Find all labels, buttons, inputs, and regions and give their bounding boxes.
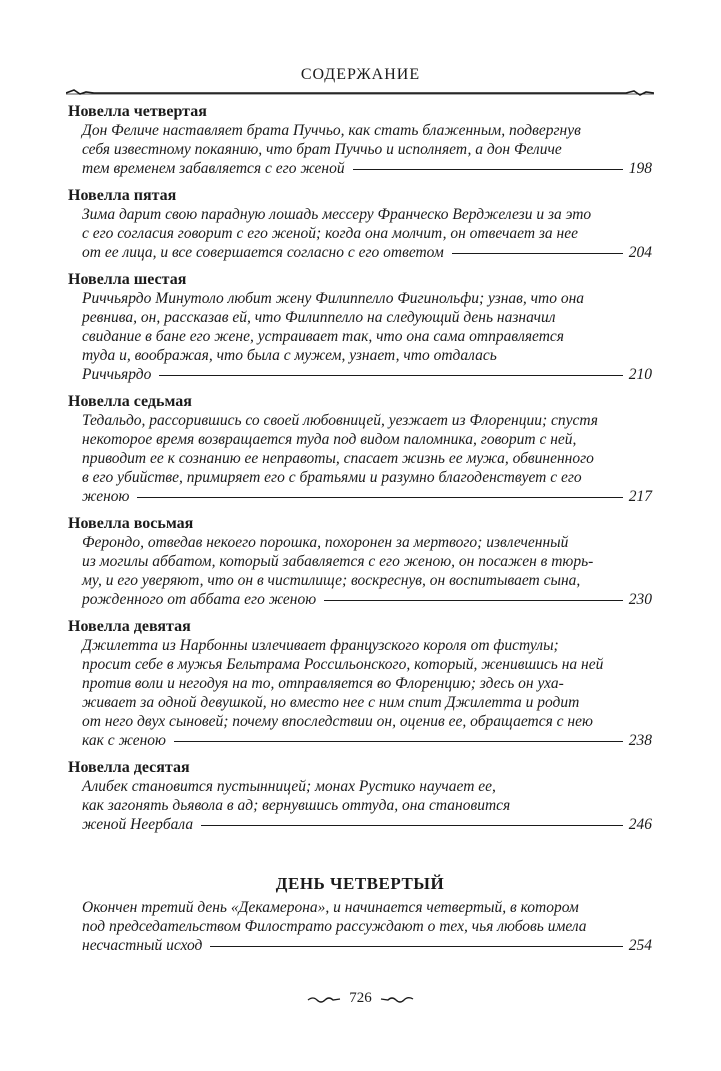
page-number: 254 <box>628 937 652 954</box>
entry-description <box>68 411 652 506</box>
entry-description <box>68 289 652 384</box>
description-line: ревнива, он, рассказав ей, что Филиппелло на следующий день назначил <box>82 309 556 326</box>
description-line: Ферондо, отведав некоего порошка, похоронен за мертвого; извлеченный <box>82 534 569 551</box>
description-line: Риччьярдо <box>82 366 152 383</box>
description-last-line <box>82 731 652 750</box>
ornament-left-icon <box>307 994 341 1004</box>
page-number: 238 <box>628 732 652 749</box>
entry-title: Новелла седьмая <box>68 393 192 410</box>
description-line: просит себе в мужья Бельтрама Россильонского, который, женившись на ней <box>82 656 604 673</box>
page-number: 217 <box>628 488 652 505</box>
description-line: некоторое время возвращается туда под видом паломника, говорит с ней, <box>82 431 577 448</box>
contents-entry <box>68 392 652 506</box>
entry-title: Новелла восьмая <box>68 515 194 532</box>
footer-page-number: 726 <box>349 990 372 1006</box>
description-line: му, и его уверяют, что он в чистилище; воскреснув, он воспитывает сына, <box>82 572 581 589</box>
description-line: от ее лица, и все совершается согласно с его ответом <box>82 244 444 261</box>
contents-entry <box>68 270 652 384</box>
description-line: Алибек становится пустынницей; монах Рустико научает ее, <box>82 778 496 795</box>
day-title: ДЕНЬ ЧЕТВЕРТЫЙ <box>275 874 445 893</box>
page-title: СОДЕРЖАНИЕ <box>300 66 421 83</box>
entry-title: Новелла шестая <box>68 271 187 288</box>
page-number: 246 <box>628 816 652 833</box>
description-line: туда и, воображая, что была с мужем, узнает, что отдалась <box>82 347 497 364</box>
description-line: с его согласия говорит с его женой; когда она молчит, он отвечает за нее <box>82 225 579 242</box>
dot-leader <box>174 741 623 742</box>
day-section <box>68 874 652 955</box>
description-line: как с женою <box>82 732 166 749</box>
entry-description <box>68 205 652 262</box>
description-last-line <box>82 487 652 506</box>
description-line: свидание в бане его жене, устраивает так, что она сама отправляется <box>82 328 565 345</box>
dot-leader <box>159 375 622 376</box>
description-line: Окончен третий день «Декамерона», и начинается четвертый, в котором <box>82 899 579 916</box>
dot-leader <box>353 169 623 170</box>
dot-leader <box>452 253 623 254</box>
description-line: как загонять дьявола в ад; вернувшись оттуда, она становится <box>82 797 511 814</box>
entry-description <box>68 121 652 178</box>
entry-title: Новелла четвертая <box>68 103 207 120</box>
description-line: себя известному покаянию, что брат Пуччьо и исполняет, а дон Феличе <box>82 141 562 158</box>
contents-entry <box>68 758 652 834</box>
day-description <box>68 898 652 955</box>
description-line: живает за одной девушкой, но вместо нее с ним спит Джилетта и родит <box>82 694 580 711</box>
description-line: женой Неербала <box>82 816 194 833</box>
entry-description <box>68 777 652 834</box>
description-line: Зима дарит свою парадную лошадь мессеру Франческо Верджелези и за это <box>82 206 592 223</box>
page-number: 210 <box>628 366 652 383</box>
description-line: Тедальдо, рассорившись со своей любовницей, уезжает из Флоренции; спустя <box>82 412 598 429</box>
dot-leader <box>324 600 623 601</box>
page-number: 204 <box>628 244 652 261</box>
description-line: Риччьярдо Минутоло любит жену Филиппелло Фигинольфи; узнав, что она <box>82 290 585 307</box>
description-last-line <box>82 815 652 834</box>
page-footer <box>0 990 721 1007</box>
description-line: рожденного от аббата его женою <box>82 591 317 608</box>
description-line: Джилетта из Нарбонны излечивает французского короля от фистулы; <box>82 637 559 654</box>
description-line: против воли и негодуя на то, отправляется во Флоренцию; здесь он уха- <box>82 675 564 692</box>
description-line: тем временем забавляется с его женой <box>82 160 345 177</box>
dot-leader <box>201 825 623 826</box>
description-last-line <box>82 159 652 178</box>
description-line: из могилы аббатом, который забавляется с его женою, он посажен в тюрь- <box>82 553 594 570</box>
description-line: приводит ее к сознанию ее неправоты, спасает жизнь ее мужа, обвиненного <box>82 450 594 467</box>
page-number: 230 <box>628 591 652 608</box>
dot-leader <box>210 946 622 947</box>
description-line: под председательством Филострато рассуждают о тех, чья любовь имела <box>82 918 587 935</box>
header-rule <box>66 86 654 100</box>
contents-entry <box>68 617 652 750</box>
entry-description <box>68 636 652 750</box>
entry-title: Новелла девятая <box>68 618 191 635</box>
entry-description <box>68 533 652 609</box>
entry-title: Новелла пятая <box>68 187 177 204</box>
description-last-line <box>82 590 652 609</box>
description-line: женою <box>82 488 130 505</box>
contents-entry <box>68 186 652 262</box>
contents-entry <box>68 102 652 178</box>
contents-list <box>68 102 652 842</box>
description-last-line <box>82 243 652 262</box>
dot-leader <box>137 497 622 498</box>
page-number: 198 <box>628 160 652 177</box>
description-line: от него двух сыновей; почему впоследствии он, оценив ее, обращается с нею <box>82 713 593 730</box>
description-line: несчастный исход <box>82 937 203 954</box>
description-last-line <box>82 936 652 955</box>
description-line: в его убийстве, примиряет его с братьями и разумно благоденствует с его <box>82 469 582 486</box>
entry-title: Новелла десятая <box>68 759 190 776</box>
description-line: Дон Феличе наставляет брата Пуччьо, как стать блаженным, подвергнув <box>82 122 581 139</box>
description-last-line <box>82 365 652 384</box>
contents-entry <box>68 514 652 609</box>
ornament-right-icon <box>380 994 414 1004</box>
